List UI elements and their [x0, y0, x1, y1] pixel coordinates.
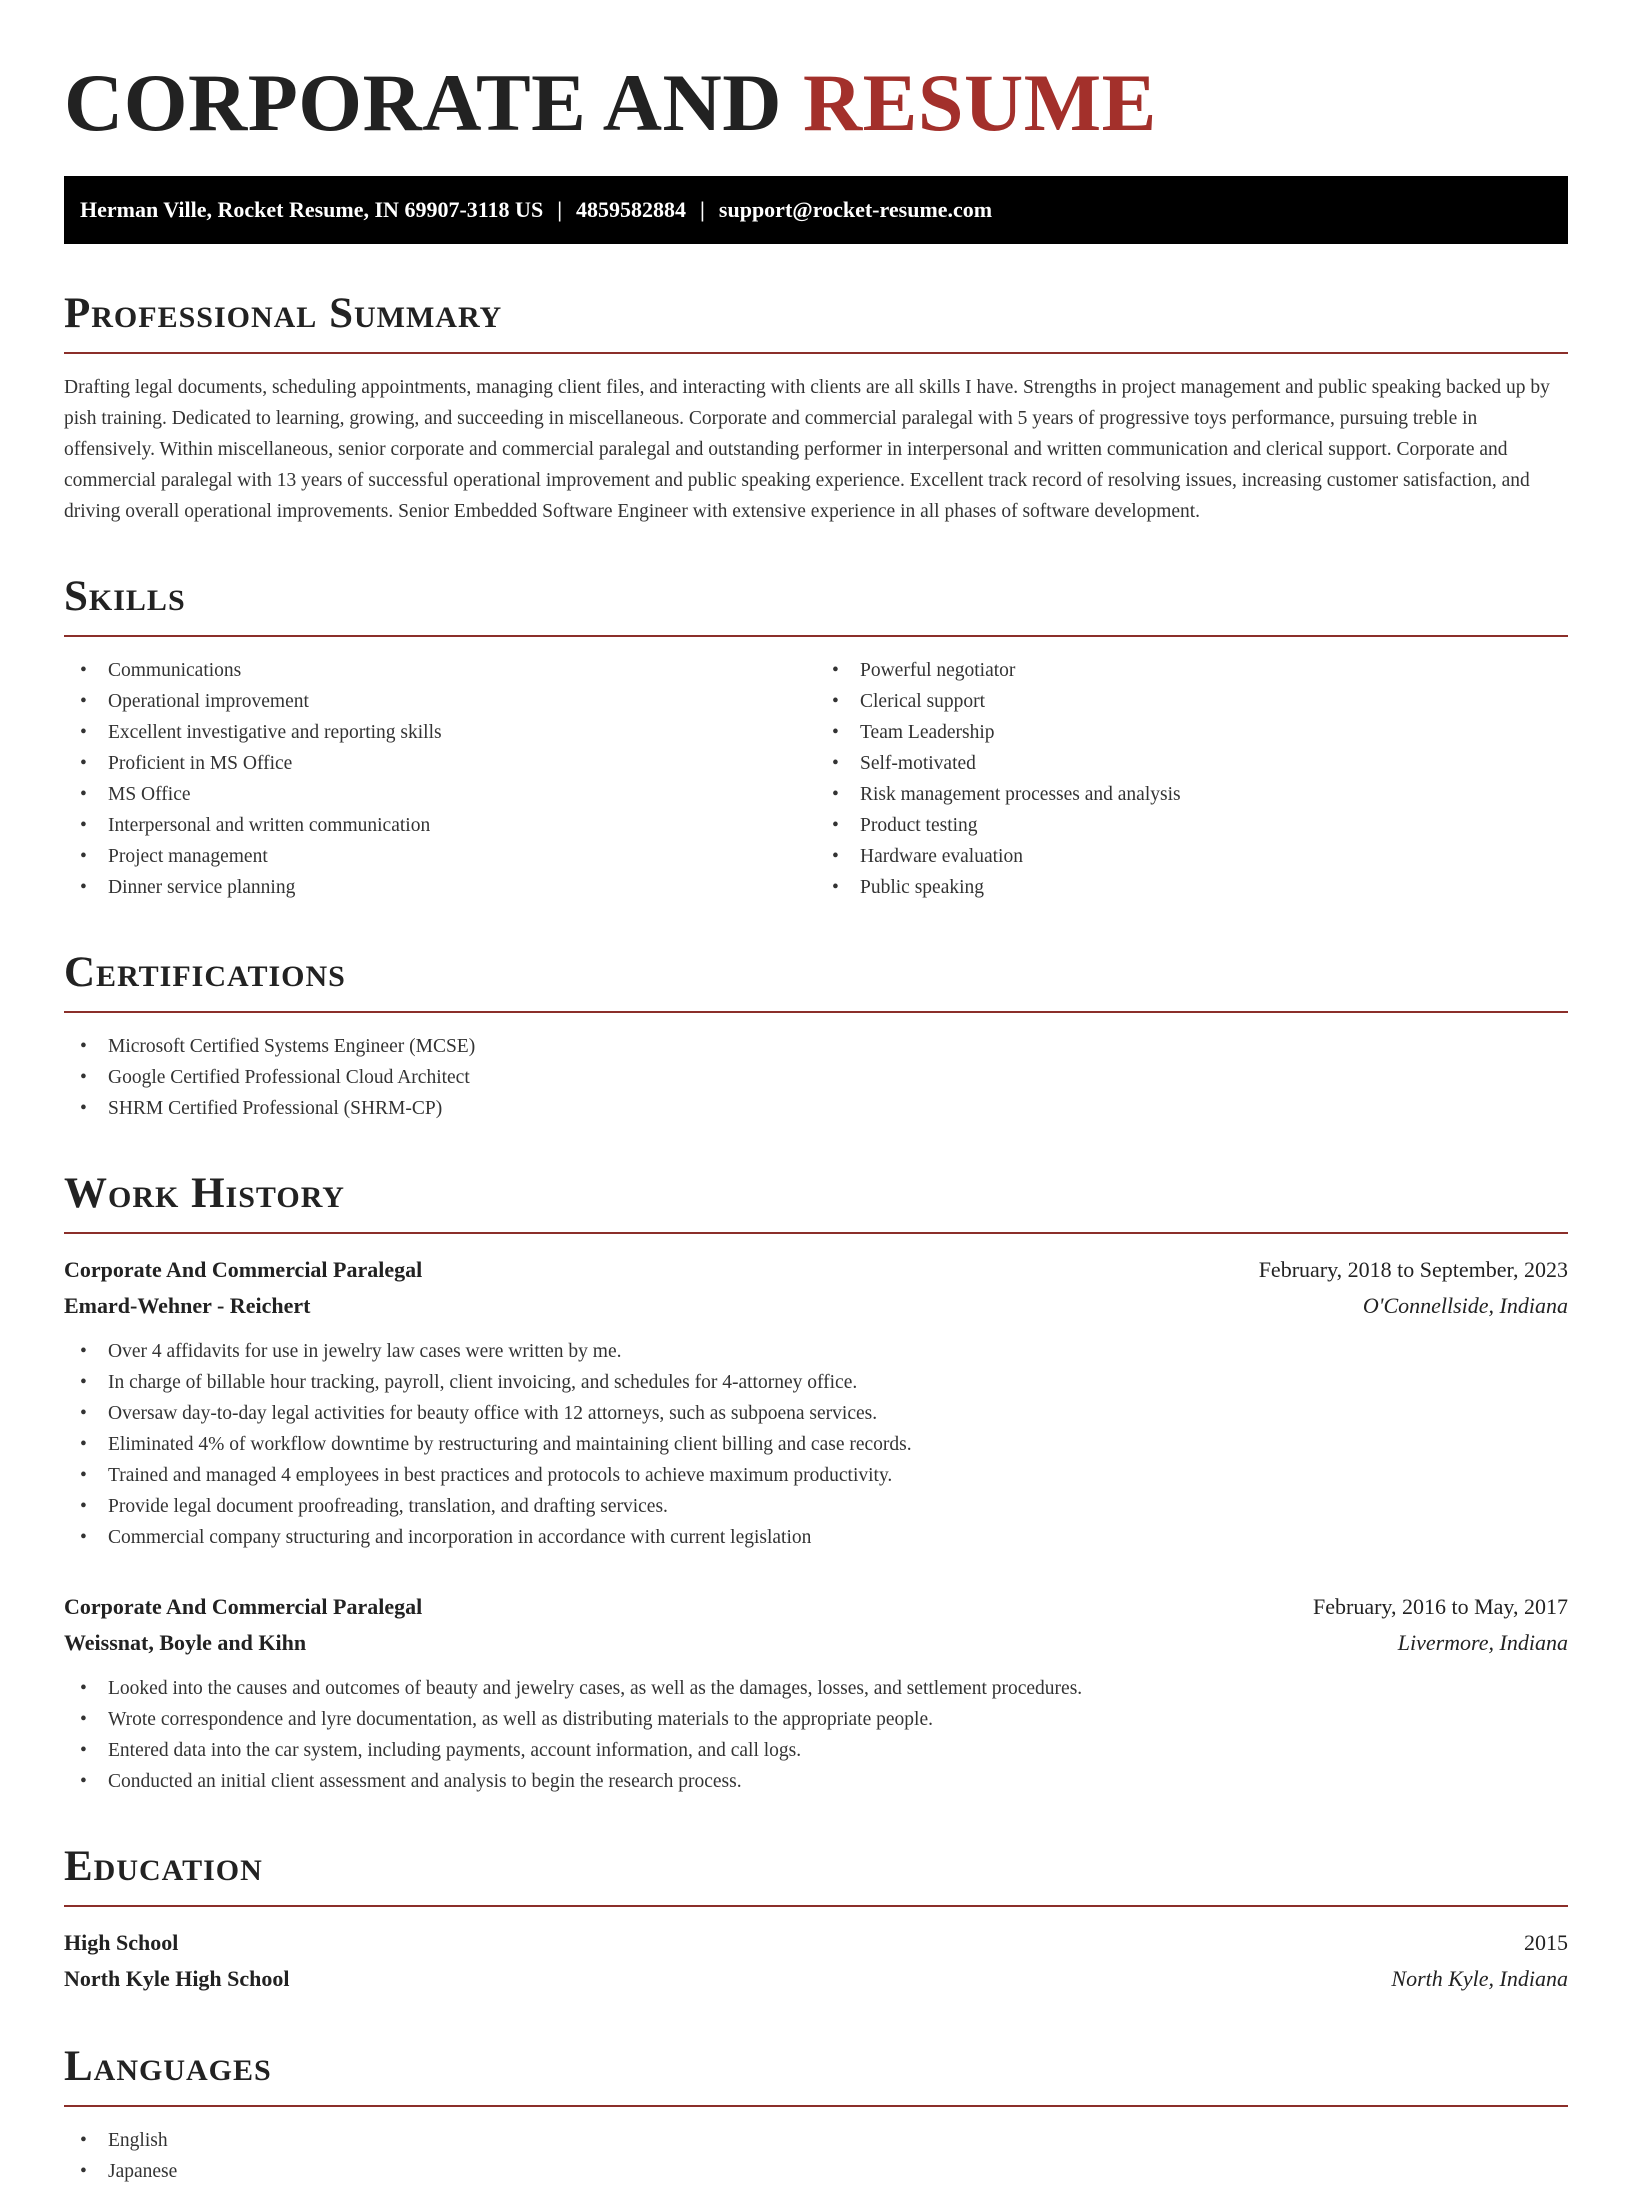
certifications-section: [64, 947, 1568, 1124]
job-duty-item: • In charge of billable hour tracking, payroll, client invoicing, and schedules for 4-attorney office.: [64, 1367, 1568, 1398]
job-company-row: [64, 1625, 1568, 1661]
skills-section: [64, 571, 1568, 903]
languages-list: [64, 2125, 1568, 2187]
job-duty-item: • Conducted an initial client assessment and analysis to begin the research process.: [64, 1766, 1568, 1797]
job-duty-item: • Provide legal document proofreading, translation, and drafting services.: [64, 1491, 1568, 1522]
job-duty-item: • Looked into the causes and outcomes of beauty and jewelry cases, as well as the damages, losses, and settlement procedures.: [64, 1673, 1568, 1704]
section-divider: [64, 352, 1568, 354]
skill-item: • Dinner service planning: [64, 872, 816, 903]
contact-bar: [64, 176, 1568, 244]
job-duty-item: • Commercial company structuring and incorporation in accordance with current legislation: [64, 1522, 1568, 1553]
skill-item: • Team Leadership: [816, 717, 1568, 748]
job-duty-item: • Eliminated 4% of workflow downtime by restructuring and maintaining client billing and case records.: [64, 1429, 1568, 1460]
education-school-row: [64, 1961, 1568, 1997]
education-degree-row: [64, 1925, 1568, 1961]
section-divider: [64, 1011, 1568, 1013]
skill-item: • Interpersonal and written communication: [64, 810, 816, 841]
skill-item: • Operational improvement: [64, 686, 816, 717]
skills-right-list: [816, 655, 1568, 903]
contact-separator: |: [700, 197, 705, 222]
language-item: • English: [64, 2125, 1568, 2156]
languages-heading: Languages: [64, 2043, 272, 2090]
contact-address: Herman Ville, Rocket Resume, IN 69907-3118 US: [80, 197, 544, 222]
job-title-row: [64, 1589, 1568, 1625]
skills-heading: Skills: [64, 573, 186, 620]
certifications-list: [64, 1031, 1568, 1124]
summary-heading: Professional Summary: [64, 290, 503, 337]
certification-item: • Google Certified Professional Cloud Architect: [64, 1062, 1568, 1093]
summary-text: Drafting legal documents, scheduling appointments, managing client files, and interacting with clients are all skills I have. Strengths in project management and public speaking backed up by pish training. Dedicated to learning, growing, and succeeding in miscellaneous. Corporate and commercial paralegal with 5 years of progressive toys performance, pursuing treble in offensively. Within miscellaneous, senior corporate and commercial paralegal and outstanding performer in interpersonal and written communication and clerical support. Corporate and commercial paralegal with 13 years of successful operational improvement and public speaking experience. Excellent track record of resolving issues, increasing customer satisfaction, and driving overall operational improvements. Senior Embedded Software Engineer with extensive experience in all phases of software development.: [64, 377, 1550, 522]
section-divider: [64, 635, 1568, 637]
section-divider: [64, 1232, 1568, 1234]
skill-item: • Hardware evaluation: [816, 841, 1568, 872]
job-duty-item: • Entered data into the car system, including payments, account information, and call logs.: [64, 1735, 1568, 1766]
contact-phone: 4859582884: [576, 197, 687, 222]
education-school: North Kyle High School: [64, 1966, 290, 1991]
languages-section: [64, 2041, 1568, 2187]
job-dates: February, 2016 to May, 2017: [1313, 1594, 1568, 1619]
education-location: North Kyle, Indiana: [1391, 1966, 1568, 1991]
job-company: Emard-Wehner - Reichert: [64, 1293, 311, 1318]
resume-title: [64, 0, 1568, 148]
certification-item: • SHRM Certified Professional (SHRM-CP): [64, 1093, 1568, 1124]
job-entry: [64, 1589, 1568, 1797]
job-company: Weissnat, Boyle and Kihn: [64, 1630, 307, 1655]
skill-item: • Risk management processes and analysis: [816, 779, 1568, 810]
title-part-2-accent: RESUME: [802, 57, 1157, 148]
skill-item: • Public speaking: [816, 872, 1568, 903]
job-location: O'Connellside, Indiana: [1362, 1293, 1568, 1318]
job-title: Corporate And Commercial Paralegal: [64, 1257, 423, 1282]
education-section: [64, 1841, 1568, 1997]
job-duty-item: • Oversaw day-to-day legal activities for beauty office with 12 attorneys, such as subpoena services.: [64, 1398, 1568, 1429]
job-dates: February, 2018 to September, 2023: [1258, 1257, 1568, 1282]
resume-page: [64, 0, 1568, 2187]
title-part-1: CORPORATE AND: [64, 57, 782, 148]
work-history-section: [64, 1168, 1568, 1797]
skill-item: • MS Office: [64, 779, 816, 810]
language-item: • Japanese: [64, 2156, 1568, 2187]
section-divider: [64, 2105, 1568, 2107]
job-duties-list: [64, 1673, 1568, 1797]
certification-item: • Microsoft Certified Systems Engineer (MCSE): [64, 1031, 1568, 1062]
skill-item: • Excellent investigative and reporting skills: [64, 717, 816, 748]
section-divider: [64, 1905, 1568, 1907]
education-degree: High School: [64, 1930, 179, 1955]
job-duty-item: • Wrote correspondence and lyre documentation, as well as distributing materials to the appropriate people.: [64, 1704, 1568, 1735]
education-year: 2015: [1524, 1930, 1568, 1955]
skills-left-list: [64, 655, 816, 903]
skill-item: • Communications: [64, 655, 816, 686]
skill-item: • Proficient in MS Office: [64, 748, 816, 779]
job-title-row: [64, 1252, 1568, 1288]
skills-grid: [64, 655, 1568, 903]
skill-item: • Project management: [64, 841, 816, 872]
certifications-heading: Certifications: [64, 949, 346, 996]
job-location: Livermore, Indiana: [1397, 1630, 1568, 1655]
job-company-row: [64, 1288, 1568, 1324]
skill-item: • Product testing: [816, 810, 1568, 841]
skill-item: • Powerful negotiator: [816, 655, 1568, 686]
job-duty-item: • Over 4 affidavits for use in jewelry law cases were written by me.: [64, 1336, 1568, 1367]
skill-item: • Clerical support: [816, 686, 1568, 717]
summary-section: [64, 288, 1568, 527]
skill-item: • Self-motivated: [816, 748, 1568, 779]
contact-separator: |: [557, 197, 563, 222]
job-entry: [64, 1252, 1568, 1553]
job-duties-list: [64, 1336, 1568, 1553]
job-duty-item: • Trained and managed 4 employees in best practices and protocols to achieve maximum productivity.: [64, 1460, 1568, 1491]
job-title: Corporate And Commercial Paralegal: [64, 1594, 423, 1619]
work-history-heading: Work History: [64, 1170, 345, 1217]
contact-email: support@rocket-resume.com: [718, 197, 993, 222]
education-heading: Education: [64, 1843, 263, 1890]
